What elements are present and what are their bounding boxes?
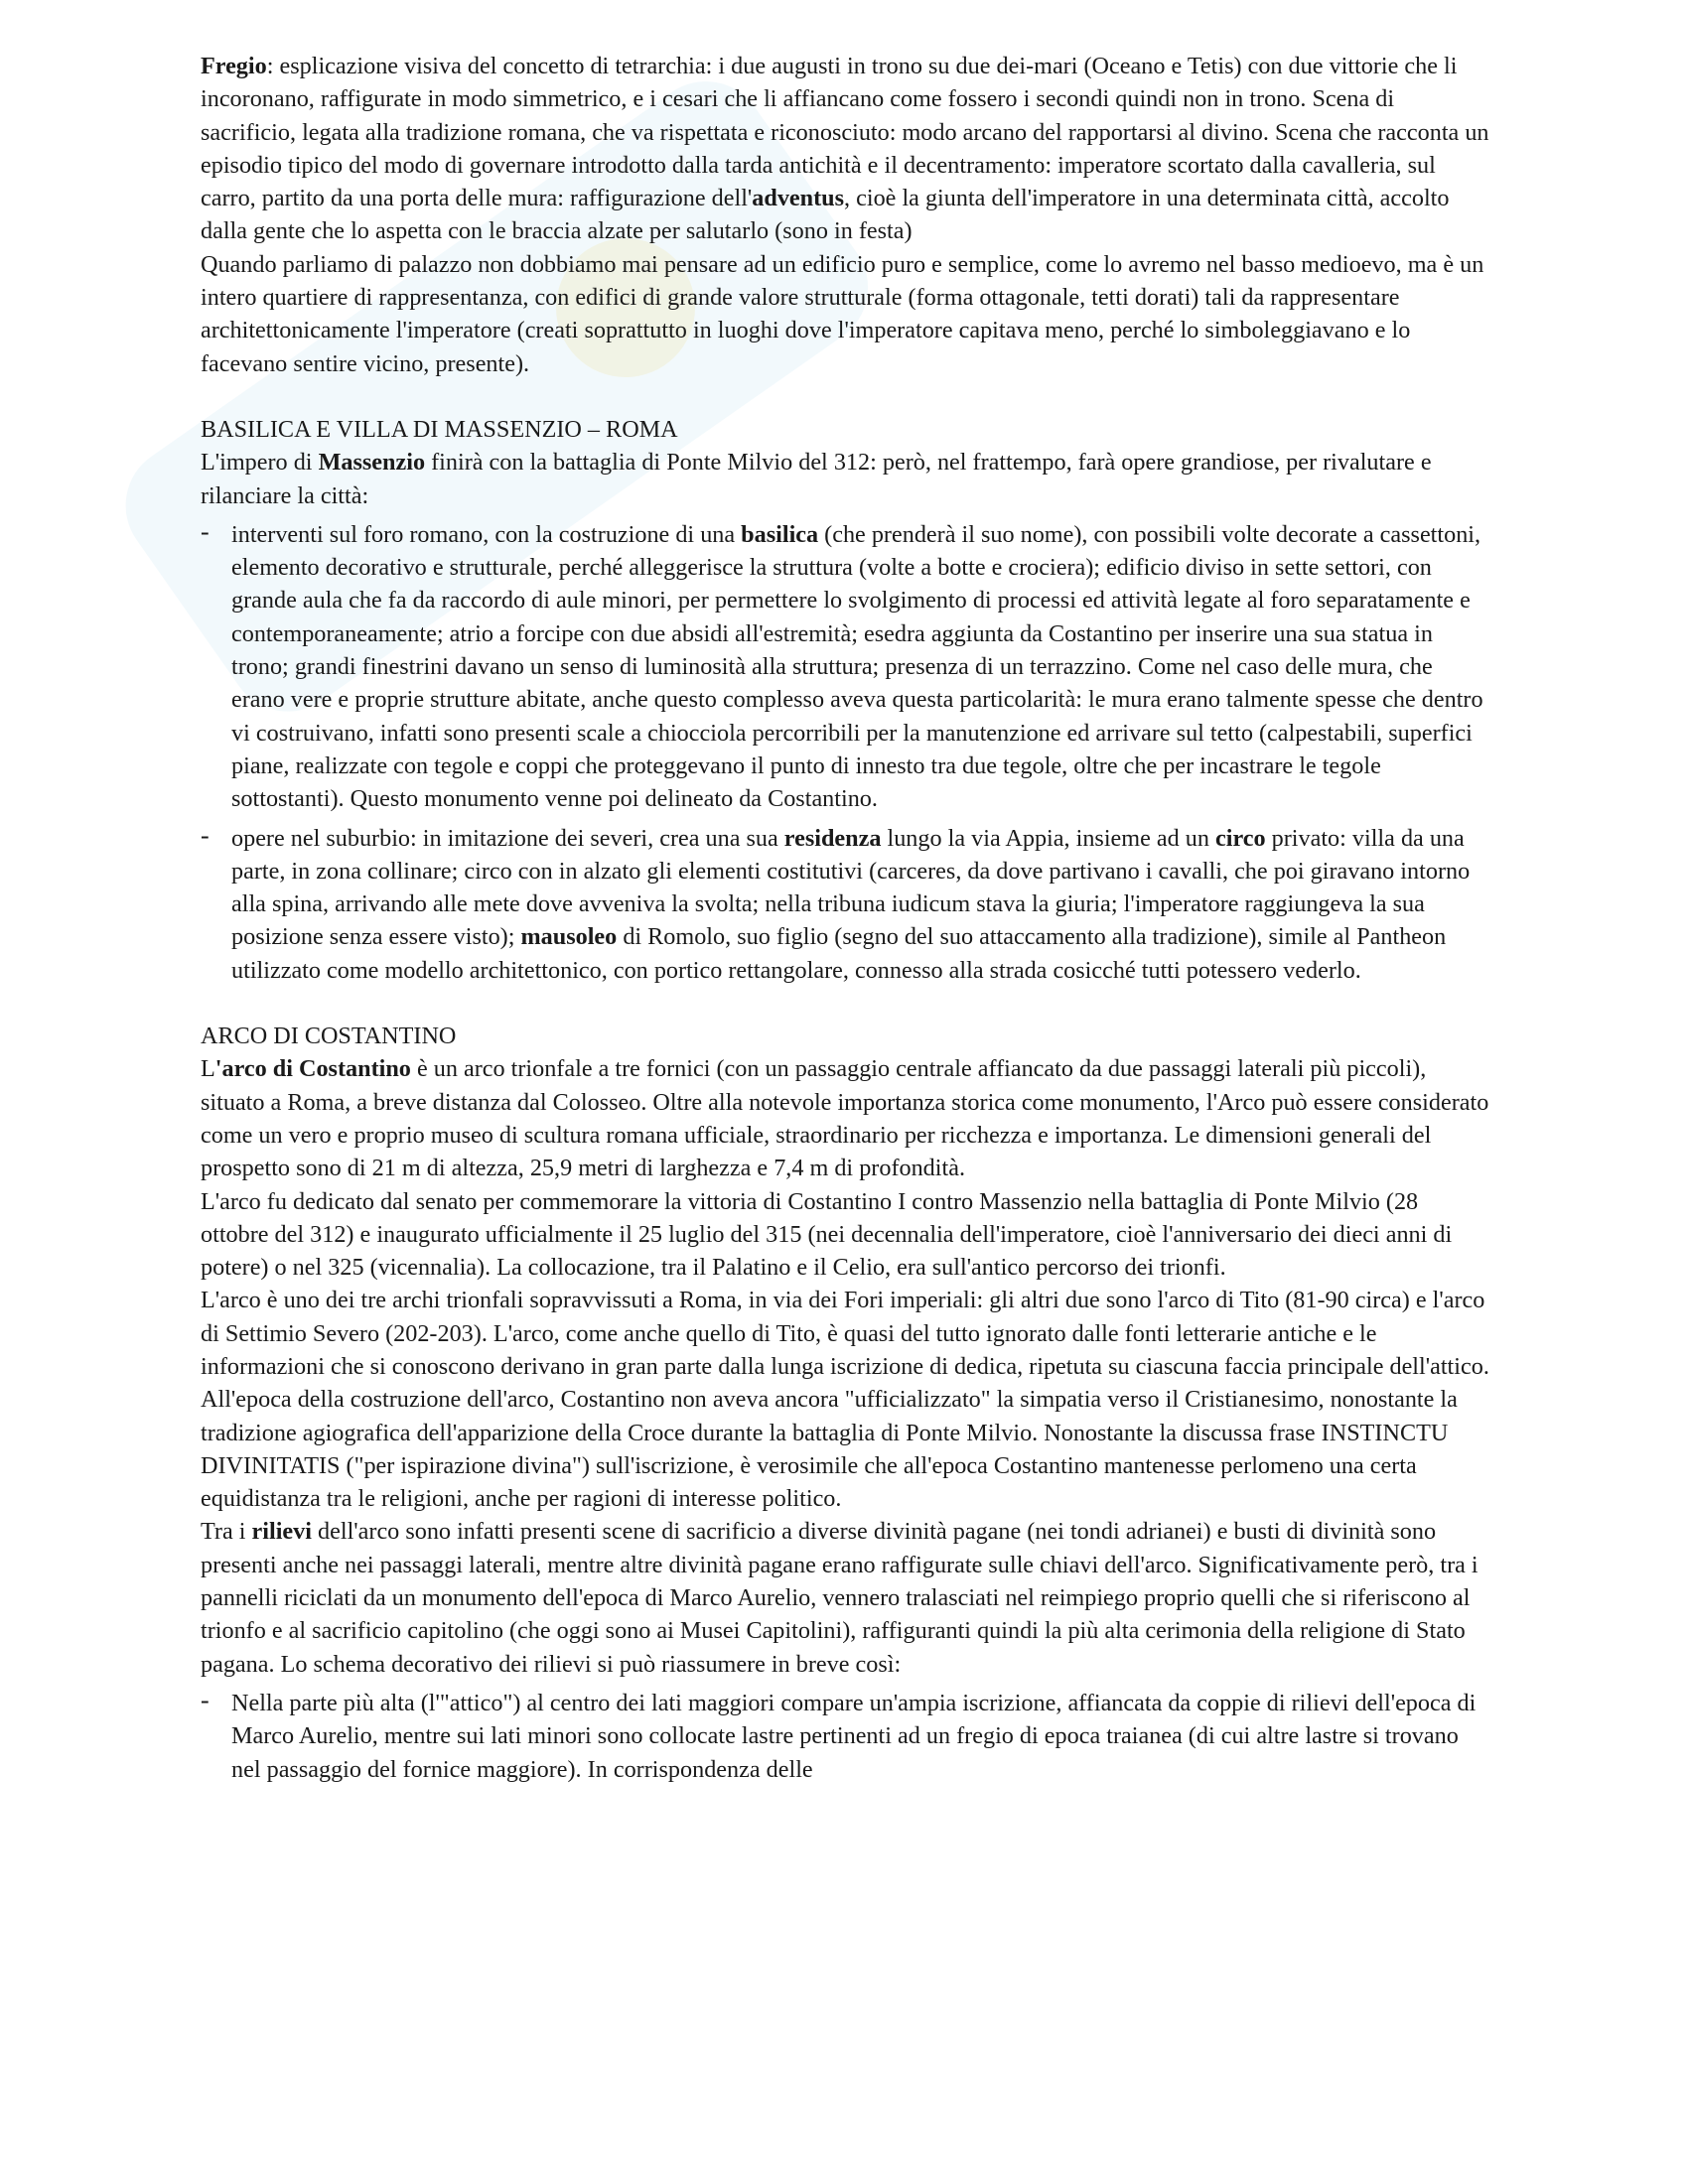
palazzo-paragraph: Quando parliamo di palazzo non dobbiamo mai pensare ad un edificio puro e semplice, come lo avremo nel basso medioevo, ma è un intero quartiere di rappresentanza, con edifici di grande valore strutturale (forma ottagonale, tetti dorati) tali da rappresentare architettonicamente l'imperatore (creati soprattutto in luoghi dove l'imperatore capitava meno, perché lo simboleggiavano e lo facevano sentire vicino, presente). — [201, 250, 1484, 377]
list-item-basilica: - interventi sul foro romano, con la costruzione di una basilica (che prenderà il suo nome), con possibili volte decorate a cassettoni, elemento decorativo e strutturale, perché alleggerisce la struttura (volte a botte e crociera); edificio diviso in sette settori, con grande aula che fa da raccordo di aule minori, per permettere lo svolgimento di processi ed attività legate al foro separatamente e contemporaneamente; atrio a forcipe con due absidi all'estremità; esedra aggiunta da Costantino per inserire una sua statua in trono; grandi finestrini davano un senso di luminosità alla struttura; presenza di un terrazzino. Come nel caso delle mura, che erano vere e proprie strutture abitate, anche questo complesso aveva questa particolarità: le mura erano talmente spesse che dentro vi costruivano, infatti sono presenti scale a chiocciola percorribili per la manutenzione ed arrivare sul tetto (calpestabili, superfici piane, realizzate con tegole e coppi che proteggevano il punto di innesto tra due tegole, oltre che per incastrare le tegole sottostanti). Questo monumento venne poi delineato da Costantino. — [201, 518, 1491, 816]
circo-term: circo — [1214, 824, 1266, 852]
arco-archi-paragraph: L'arco è uno dei tre archi trionfali sopravvissuti a Roma, in via dei Fori imperiali: gli altri due sono l'arco di Tito (81-90 circa) e l'arco di Settimio Severo (202-203). L'arco, come anche quello di Tito, è quasi del tutto ignorato dalle fonti letterarie antiche e le informazioni che si conoscono derivano in gran parte dalla lunga iscrizione di dedica, ripetuta su ciascuna faccia principale dell'attico. — [201, 1287, 1489, 1380]
massenzio-term: Massenzio — [318, 449, 426, 477]
arco-intro: L'arco di Costantino è un arco trionfale a tre fornici (con un passaggio centrale affiancato da due passaggi laterali più piccoli), situato a Roma, a breve distanza dal Colosseo. Oltre alla notevole importanza storica come monumento, l'Arco può essere considerato come un vero e proprio museo di scultura romana ufficiale, straordinario per ricchezza e importanza. Le dimensioni generali del prospetto sono di 21 m di altezza, 25,9 metri di larghezza e 7,4 m di profondità. — [201, 1055, 1489, 1182]
list-item-attico: - Nella parte più alta (l'"attico") al centro dei lati maggiori compare un'ampia iscrizione, affiancata da coppie di rilievi dell'epoca di Marco Aurelio, mentre sui lati minori sono collocate lastre pertinenti ad un fregio di epoca traianea (di cui altre lastre si trovano nel passaggio del fornice maggiore). In corrispondenza delle — [201, 1687, 1491, 1786]
arco-cristianesimo-paragraph: All'epoca della costruzione dell'arco, Costantino non aveva ancora "ufficializzato" la simpatia verso il Cristianesimo, nonostante la tradizione agiografica dell'apparizione della Croce durante la battaglia di Ponte Milvio. Nonostante la discussa frase INSTINCTU DIVINITATIS ("per ispirazione divina") sull'iscrizione, è verosimile che all'epoca Costantino mantenesse perlomeno una certa equidistanza tra le religioni, anche per ragioni di interesse politico. — [201, 1386, 1458, 1513]
basilica-term: basilica — [741, 520, 819, 548]
document-page — [201, 50, 1491, 1786]
mausoleo-term: mausoleo — [520, 923, 618, 951]
arco-rilievi-paragraph: Tra i rilievi dell'arco sono infatti presenti scene di sacrificio a diverse divinità pagane (nei tondi adrianei) e busti di divinità sono presenti anche nei passaggi laterali, mentre altre divinità pagane erano raffigurate sulle chiavi dell'arco. Significativamente però, tra i pannelli riciclati da un monumento dell'epoca di Marco Aurelio, vennero tralasciati nel reimpiego proprio quelli che si riferiscono al trionfo e al sacrificio capitolino (che oggi sono ai Musei Capitolini), raffiguranti quindi la più alta cerimonia della religione di Stato pagana. Lo schema decorativo dei rilievi si può riassumere in breve così: — [201, 1518, 1478, 1678]
section-heading-arco: ARCO DI COSTANTINO — [201, 1023, 457, 1050]
massenzio-list — [201, 518, 1491, 987]
list-item-suburbio: - opere nel suburbio: in imitazione dei severi, crea una sua residenza lungo la via Appia, insieme ad un circo privato: villa da una parte, in zona collinare; circo con in alzato gli elementi costitutivi (carceres, da dove partivano i cavalli, che poi giravano intorno alla spina, arrivando alle mete dove avveniva la svolta; nella tribuna iudicum stava la giuria; l'imperatore raggiungeva la sua posizione senza essere visto); mausoleo di Romolo, suo figlio (segno del suo attaccamento alla tradizione), simile al Pantheon utilizzato come modello architettonico, con portico rettangolare, connesso alla strada cosicché tutti potessero vederlo. — [201, 822, 1491, 987]
fregio-paragraph: Fregio: esplicazione visiva del concetto di tetrarchia: i due augusti in trono su due dei-mari (Oceano e Tetis) con due vittorie che li incoronano, raffigurate in modo simmetrico, e i cesari che li affiancano come fossero i secondi quindi non in trono. Scena di sacrificio, legata alla tradizione romana, che va rispettata e riconosciuto: modo arcano del rapportarsi al divino. Scena che racconta un episodio tipico del modo di governare introdotto dalla tarda antichità e il decentramento: imperatore scortato dalla cavalleria, sul carro, partito da una porta delle mura: raffigurazione dell'adventus, cioè la giunta dell'imperatore in una determinata città, accolto dalla gente che lo aspetta con le braccia alzate per salutarlo (sono in festa) — [201, 53, 1489, 245]
section-heading-basilica: BASILICA E VILLA DI MASSENZIO – ROMA — [201, 415, 678, 443]
residenza-term: residenza — [783, 824, 882, 852]
adventus-term: adventus — [752, 185, 845, 212]
fregio-term: Fregio — [201, 53, 267, 79]
massenzio-intro: L'impero di Massenzio finirà con la battaglia di Ponte Milvio del 312: però, nel frattempo, farà opere grandiose, per rivalutare e rilanciare la città: — [201, 449, 1432, 509]
rilievi-list — [201, 1687, 1491, 1786]
arco-dedica-paragraph: L'arco fu dedicato dal senato per commemorare la vittoria di Costantino I contro Massenzio nella battaglia di Ponte Milvio (28 ottobre del 312) e inaugurato ufficialmente il 25 luglio del 315 (nei decennalia dell'imperatore, cioè l'anniversario dei dieci anni di potere) o nel 325 (vicennalia). La collocazione, tra il Palatino e il Celio, era sull'antico percorso dei trionfi. — [201, 1187, 1453, 1282]
arco-term: 'arco di Costantino — [214, 1055, 411, 1083]
rilievi-term: rilievi — [251, 1518, 312, 1546]
